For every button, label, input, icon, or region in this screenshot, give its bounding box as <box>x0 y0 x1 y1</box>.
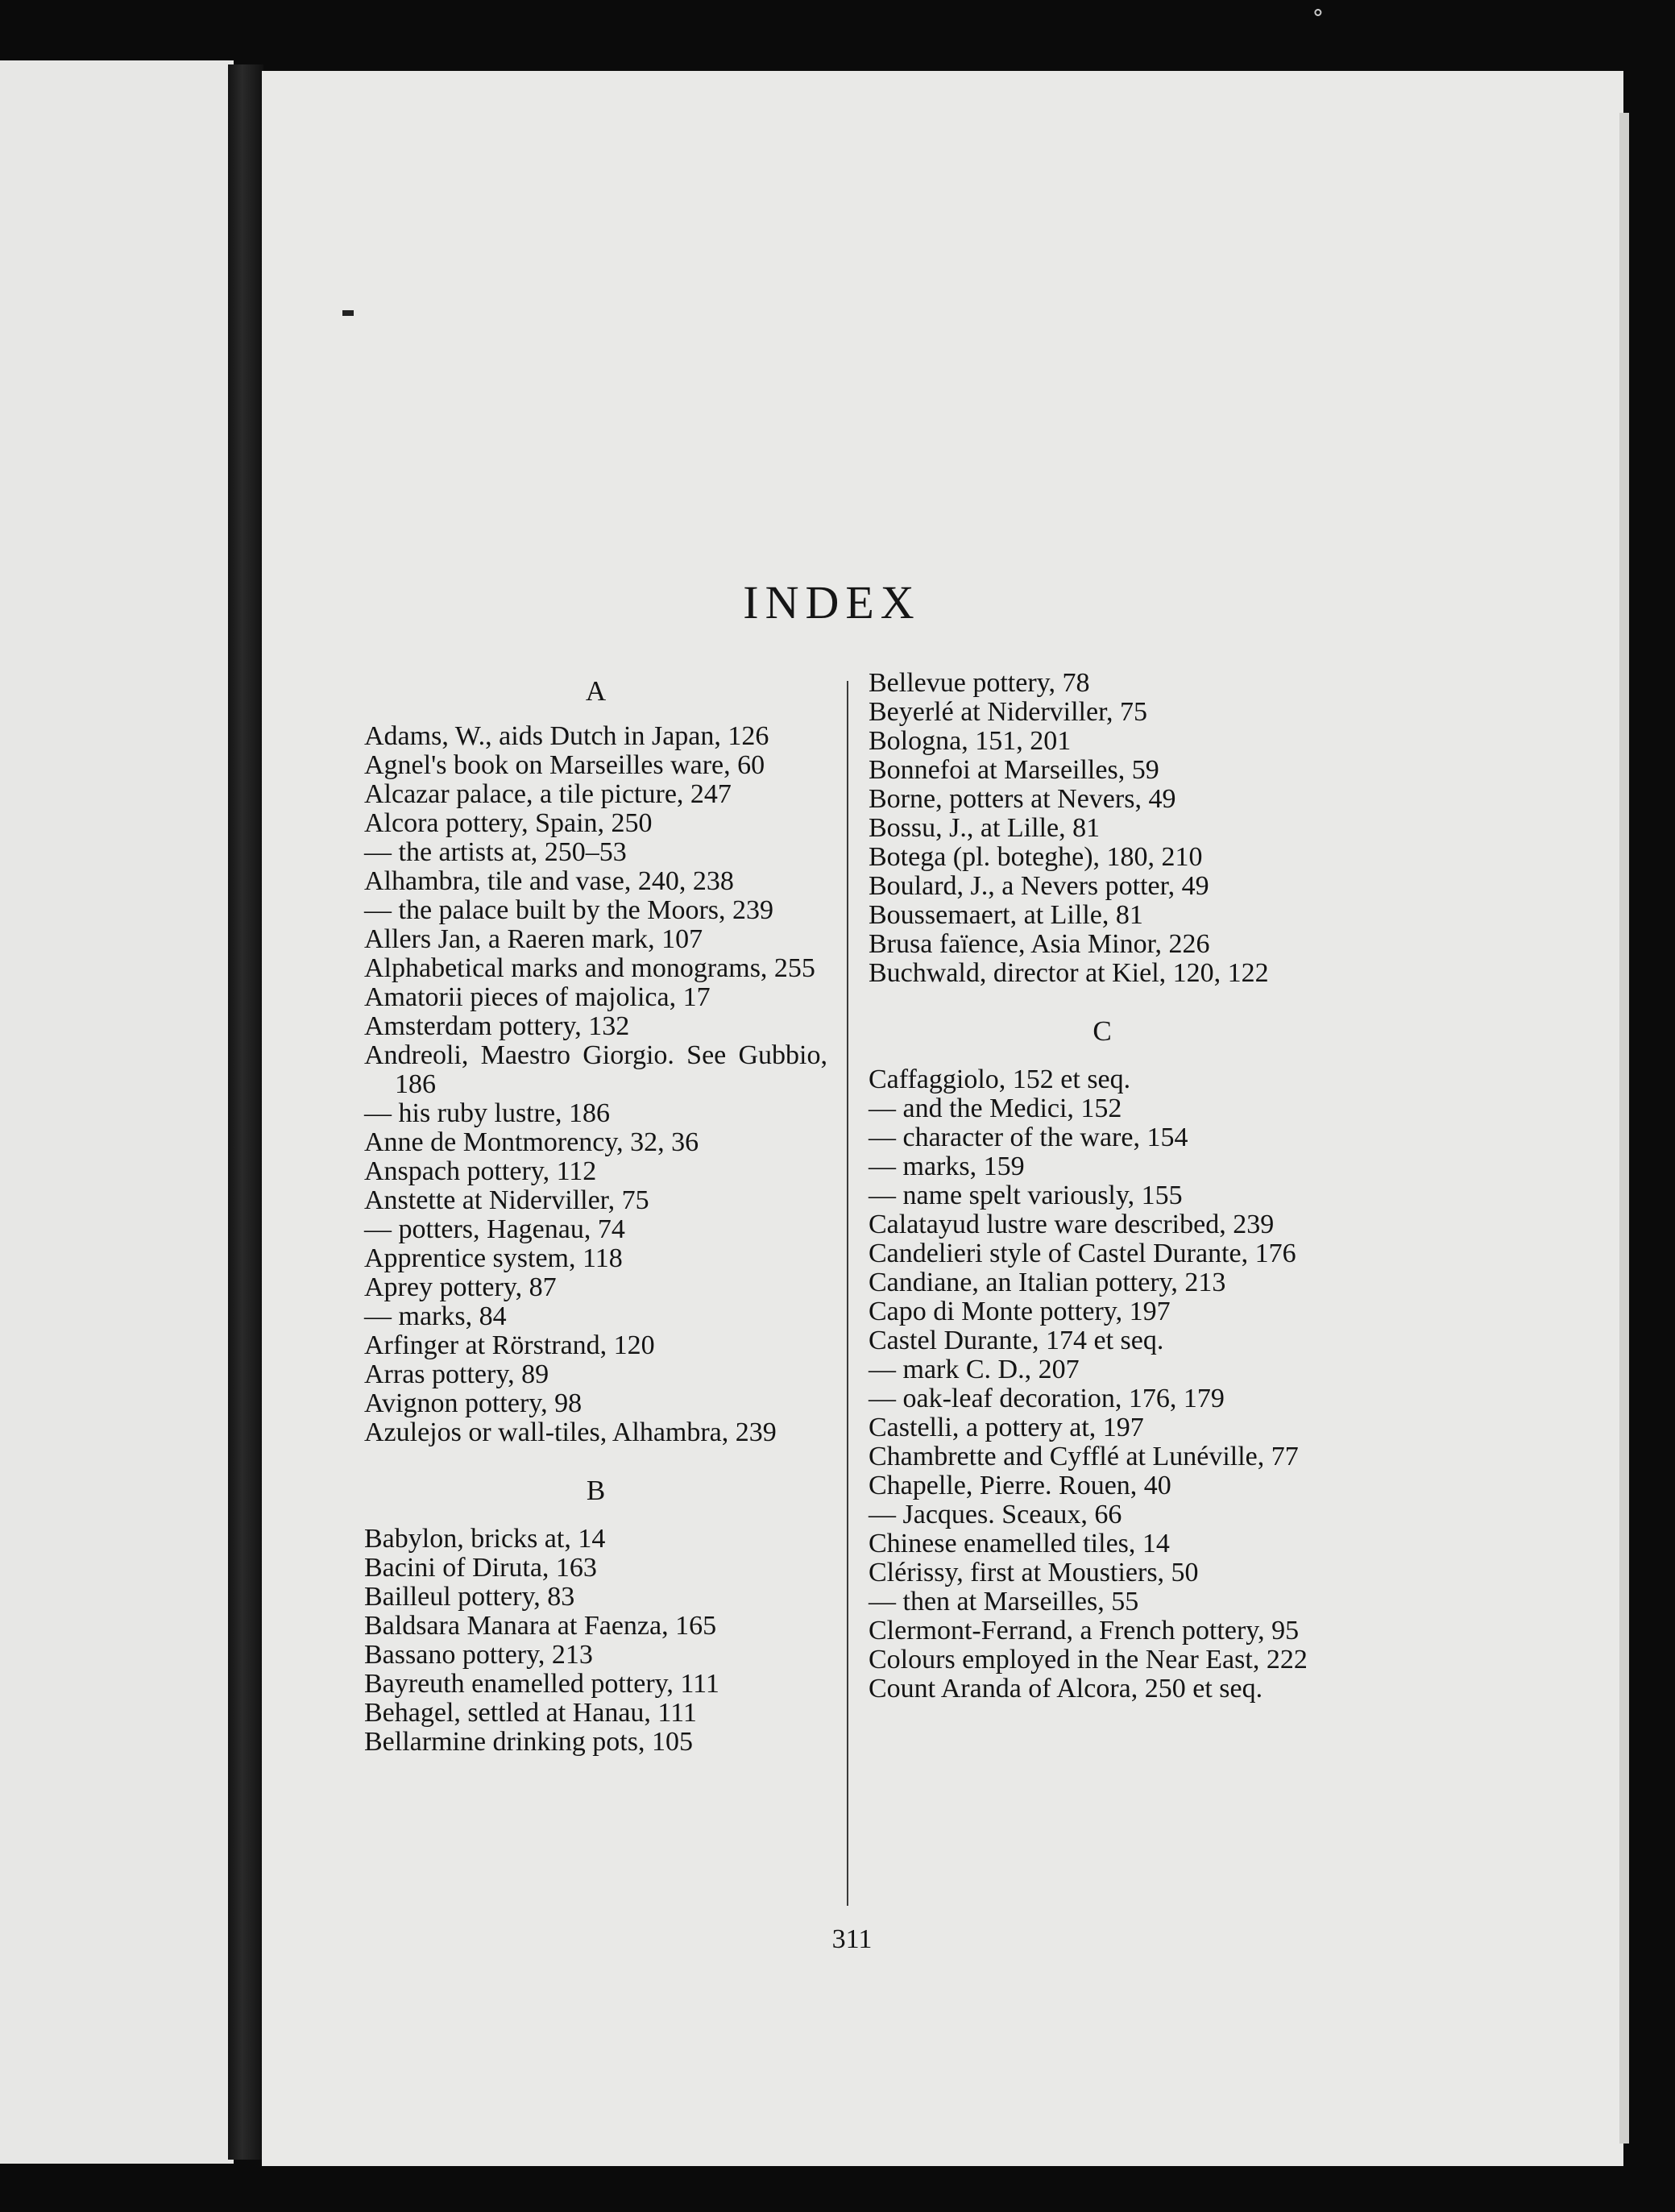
book-spine <box>228 64 263 2160</box>
index-entry: Agnel's book on Marseilles ware, 60 <box>364 750 765 780</box>
index-entry: Boulard, J., a Nevers potter, 49 <box>869 871 1209 901</box>
index-entry: Borne, potters at Nevers, 49 <box>869 784 1176 814</box>
index-entry: — the palace built by the Moors, 239 <box>364 895 774 925</box>
index-entry: — Jacques. Sceaux, 66 <box>869 1500 1122 1529</box>
index-entry: Baldsara Manara at Faenza, 165 <box>364 1611 717 1641</box>
index-entry: Colours employed in the Near East, 222 <box>869 1645 1308 1675</box>
index-entry: Clermont-Ferrand, a French pottery, 95 <box>869 1616 1300 1646</box>
index-entry: Bellevue pottery, 78 <box>869 668 1090 698</box>
index-entry: — and the Medici, 152 <box>869 1094 1122 1123</box>
index-entry: Candelieri style of Castel Durante, 176 <box>869 1239 1296 1268</box>
index-entry: Botega (pl. boteghe), 180, 210 <box>869 842 1203 872</box>
index-entry: Buchwald, director at Kiel, 120, 122 <box>869 958 1269 988</box>
index-entry: Candiane, an Italian pottery, 213 <box>869 1268 1226 1297</box>
index-entry: — the artists at, 250–53 <box>364 837 627 867</box>
index-entry: Chambrette and Cyfflé at Lunéville, 77 <box>869 1442 1299 1471</box>
index-entry: Apprentice system, 118 <box>364 1243 623 1273</box>
page-title: INDEX <box>743 576 921 629</box>
index-entry: Alhambra, tile and vase, 240, 238 <box>364 866 734 896</box>
left-page <box>0 60 234 2164</box>
index-entry: Alphabetical marks and monograms, 255 <box>364 953 815 983</box>
index-entry: Arfinger at Rörstrand, 120 <box>364 1330 655 1360</box>
index-entry: Caffaggiolo, 152 et seq. <box>869 1064 1131 1094</box>
index-entry: Castel Durante, 174 et seq. <box>869 1326 1164 1355</box>
index-entry: — his ruby lustre, 186 <box>364 1098 611 1128</box>
index-entry: Alcora pottery, Spain, 250 <box>364 808 653 838</box>
index-entry: — marks, 84 <box>364 1301 507 1331</box>
column-rule <box>847 681 848 1906</box>
index-entry: Anne de Montmorency, 32, 36 <box>364 1127 699 1157</box>
ink-mark <box>342 310 354 316</box>
index-entry: Chapelle, Pierre. Rouen, 40 <box>869 1471 1171 1500</box>
index-entry: Chinese enamelled tiles, 14 <box>869 1529 1170 1558</box>
index-entry: Clérissy, first at Moustiers, 50 <box>869 1558 1199 1587</box>
index-entry: Anstette at Niderviller, 75 <box>364 1185 649 1215</box>
index-entry: Calatayud lustre ware described, 239 <box>869 1210 1275 1239</box>
index-entry: — name spelt variously, 155 <box>869 1181 1183 1210</box>
index-entry: Boussemaert, at Lille, 81 <box>869 900 1143 930</box>
index-entry: Anspach pottery, 112 <box>364 1156 597 1186</box>
index-entry: — character of the ware, 154 <box>869 1123 1188 1152</box>
index-entry: Castelli, a pottery at, 197 <box>869 1413 1144 1442</box>
index-column-left <box>364 669 827 1757</box>
index-entry: Beyerlé at Niderviller, 75 <box>869 697 1148 727</box>
index-entry: Babylon, bricks at, 14 <box>364 1524 606 1554</box>
page-edge <box>1619 113 1629 2144</box>
index-column-right <box>869 669 1336 1704</box>
section-letter: C <box>1092 1015 1112 1047</box>
section-letter: B <box>586 1475 606 1506</box>
index-entry: Capo di Monte pottery, 197 <box>869 1297 1171 1326</box>
index-entry: Bologna, 151, 201 <box>869 726 1072 756</box>
index-entry: Allers Jan, a Raeren mark, 107 <box>364 924 703 954</box>
index-entry: — mark C. D., 207 <box>869 1355 1080 1384</box>
index-entry: Brusa faïence, Asia Minor, 226 <box>869 929 1210 959</box>
index-entry: Amsterdam pottery, 132 <box>364 1011 630 1041</box>
index-entry: Bailleul pottery, 83 <box>364 1582 575 1612</box>
index-entry: Behagel, settled at Hanau, 111 <box>364 1698 697 1728</box>
page-number: 311 <box>831 1924 873 1954</box>
index-entry: — marks, 159 <box>869 1152 1025 1181</box>
index-entry: Amatorii pieces of majolica, 17 <box>364 982 711 1012</box>
index-entry: — oak-leaf decoration, 176, 179 <box>869 1384 1225 1413</box>
index-entry: Alcazar palace, a tile picture, 247 <box>364 779 732 809</box>
index-entry: Bayreuth enamelled pottery, 111 <box>364 1669 719 1699</box>
index-entry: Adams, W., aids Dutch in Japan, 126 <box>364 721 769 751</box>
index-entry: Azulejos or wall-tiles, Alhambra, 239 <box>364 1417 777 1447</box>
index-entry: — then at Marseilles, 55 <box>869 1587 1139 1616</box>
index-entry: Arras pottery, 89 <box>364 1359 549 1389</box>
index-entry: Aprey pottery, 87 <box>364 1272 557 1302</box>
index-entry: Avignon pottery, 98 <box>364 1388 583 1418</box>
index-entry: Bacini of Diruta, 163 <box>364 1553 597 1583</box>
index-entry: Andreoli, Maestro Giorgio. See Gubbio, 186 <box>364 1040 827 1099</box>
index-entry: Bellarmine drinking pots, 105 <box>364 1727 693 1757</box>
section-letter: A <box>585 675 607 707</box>
index-entry: Bossu, J., at Lille, 81 <box>869 813 1101 843</box>
scan-artifact-icon: ⚬ <box>1309 2 1327 25</box>
index-entry: Bassano pottery, 213 <box>364 1640 593 1670</box>
index-entry: Bonnefoi at Marseilles, 59 <box>869 755 1159 785</box>
index-entry: Count Aranda of Alcora, 250 et seq. <box>869 1674 1263 1704</box>
index-entry: — potters, Hagenau, 74 <box>364 1214 625 1244</box>
